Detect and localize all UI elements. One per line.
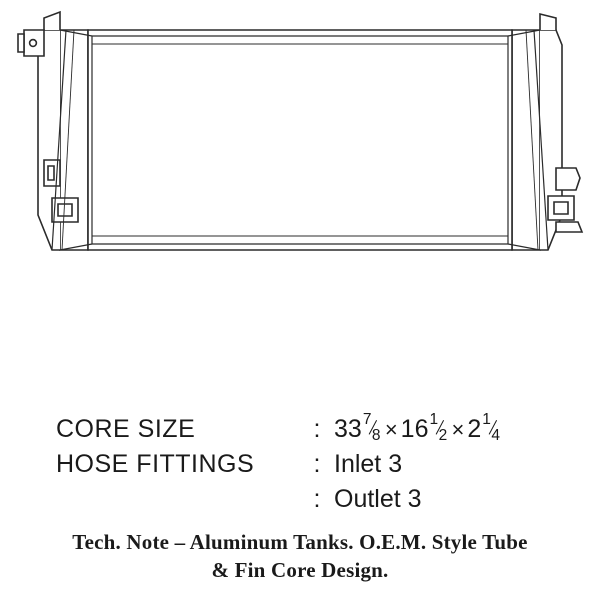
times-symbol-1: ×	[384, 417, 398, 442]
spec-row-hose-fittings	[20, 444, 580, 479]
hose-fittings-outlet-value: Outlet 3	[334, 485, 422, 513]
core-inner-outline	[92, 36, 508, 244]
outlet-colon: :	[313, 485, 321, 513]
tech-note-line-1: Tech. Note – Aluminum Tanks. O.E.M. Style Tube	[72, 530, 528, 554]
right-upper-bracket	[540, 14, 556, 30]
right-outlet-neck	[556, 168, 580, 190]
tech-note-line-2: & Fin Core Design.	[211, 558, 389, 583]
core-size-dim-1: 33 7 8	[334, 410, 381, 445]
right-mount-foot-slot	[554, 202, 568, 214]
hose-fittings-inlet-value: Inlet 3	[334, 450, 403, 478]
hose-fittings-label: HOSE FITTINGS	[56, 450, 255, 478]
core-size-value	[328, 410, 580, 445]
outlet-label-empty	[20, 479, 306, 514]
right-lower-tab	[556, 222, 582, 232]
spec-block	[0, 410, 600, 514]
core-size-colon: :	[313, 415, 321, 443]
spec-row-outlet	[20, 479, 580, 514]
left-inlet-port	[30, 40, 37, 47]
hose-fittings-colon: :	[313, 450, 321, 478]
core-size-label: CORE SIZE	[56, 415, 196, 443]
spec-table	[20, 410, 580, 514]
fraction-1-2: 1 2	[429, 410, 448, 445]
left-lower-bracket-hole	[48, 166, 54, 180]
times-symbol-2: ×	[451, 417, 465, 442]
left-mount-foot-slot	[58, 204, 72, 216]
fraction-1-4: 1 4	[482, 410, 500, 445]
core-size-dim-3: 2 1 4	[467, 410, 500, 445]
fraction-7-8: 7 8	[362, 410, 381, 445]
left-upper-bracket	[44, 12, 60, 30]
core-size-dim-2: 16 1 2	[400, 410, 448, 445]
spec-row-core-size	[20, 415, 580, 444]
left-inlet-flange	[18, 34, 24, 52]
tech-note	[0, 528, 600, 585]
